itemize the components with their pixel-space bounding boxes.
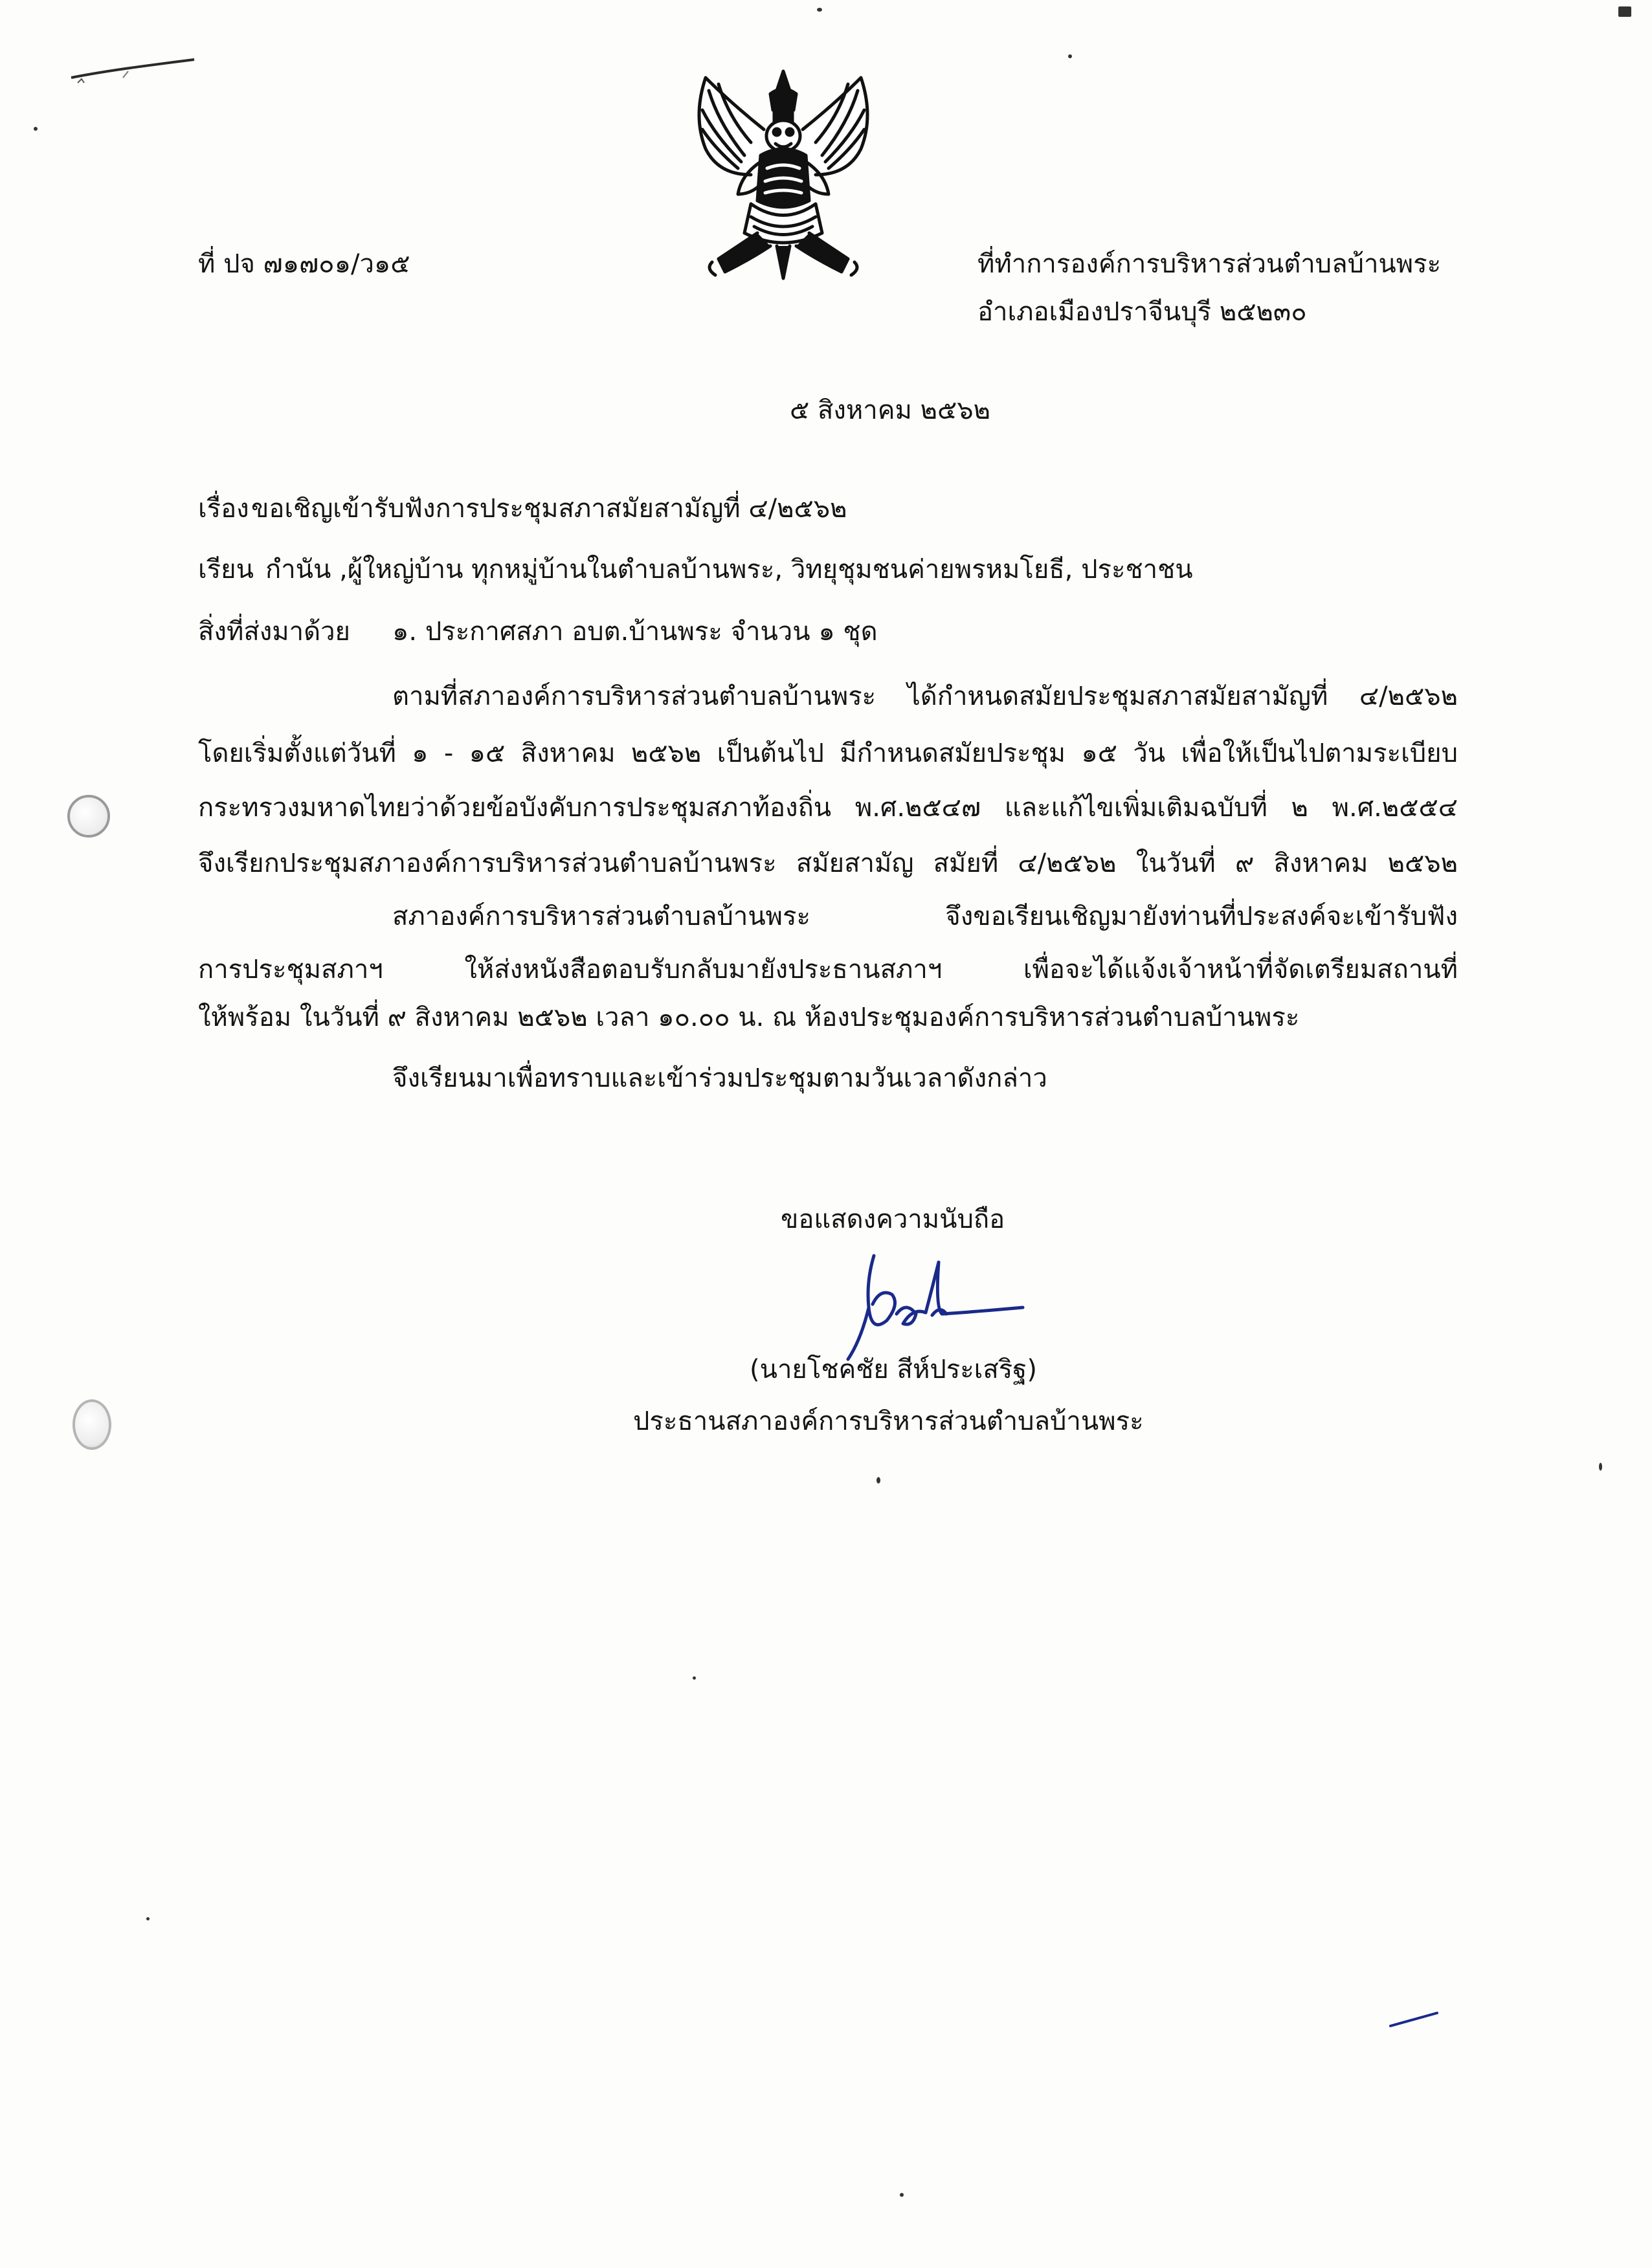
office-address-line1: ที่ทำการองค์การบริหารส่วนตำบลบ้านพระ: [977, 249, 1442, 279]
scan-speck: [1068, 54, 1072, 58]
reference-number: ที่ ปจ ๗๑๗๐๑/ว๑๕: [198, 249, 410, 279]
scan-speck: [1599, 1463, 1602, 1471]
scan-speck: [146, 1917, 150, 1920]
scan-speck: [1618, 6, 1631, 17]
body-paragraph2-line: สภาองค์การบริหารส่วนตำบลบ้านพระ จึงขอเรียนเชิญมายังท่านที่ประสงค์จะเข้ารับฟัง: [392, 902, 1458, 931]
scan-speck: [876, 1477, 880, 1484]
recipient-label: เรียน: [198, 555, 254, 584]
document-date: ๕ สิงหาคม ๒๕๖๒: [790, 395, 990, 425]
scan-speck: [34, 127, 38, 131]
body-paragraph1-line: ตามที่สภาองค์การบริหารส่วนตำบลบ้านพระ ได้กำหนดสมัยประชุมสภาสมัยสามัญที่ ๔/๒๕๖๒: [392, 682, 1458, 711]
body-paragraph1-line: โดยเริ่มตั้งแต่วันที่ ๑ - ๑๕ สิงหาคม ๒๕๖๒ เป็นต้นไป มีกำหนดสมัยประชุม ๑๕ วัน เพื่อให้เป็นไปตามระเบียบ: [198, 739, 1458, 768]
office-address-line2: อำเภอเมืองปราจีนบุรี ๒๕๒๓๐: [977, 297, 1307, 327]
signer-title: ประธานสภาองค์การบริหารส่วนตำบลบ้านพระ: [633, 1406, 1144, 1436]
enclosure-label: สิ่งที่ส่งมาด้วย: [198, 617, 350, 647]
body-paragraph1-line: จึงเรียกประชุมสภาองค์การบริหารส่วนตำบลบ้านพระ สมัยสามัญ สมัยที่ ๔/๒๕๖๒ ในวันที่ ๙ สิงหาคม ๒๕๖๒: [198, 849, 1458, 878]
scan-speck: [900, 2193, 904, 2197]
signer-name: (นายโชคชัย สีห์ประเสริฐ): [750, 1355, 1037, 1384]
body-paragraph2-line: ให้พร้อม ในวันที่ ๙ สิงหาคม ๒๕๖๒ เวลา ๑๐.๐๐ น. ณ ห้องประชุมองค์การบริหารส่วนตำบลบ้านพระ: [198, 1003, 1300, 1032]
punch-hole: [67, 795, 110, 838]
recipient-text: กำนัน ,ผู้ใหญ่บ้าน ทุกหมู่บ้านในตำบลบ้านพระ, วิทยุชุมชนค่ายพรหมโยธี, ประชาชน: [265, 555, 1193, 584]
garuda-emblem-icon: [680, 65, 887, 285]
handwritten-signature: [835, 1243, 1029, 1366]
scan-speck: [693, 1676, 696, 1680]
pen-stroke-mark: [65, 52, 207, 91]
body-paragraph1-line: กระทรวงมหาดไทยว่าด้วยข้อบังคับการประชุมสภาท้องถิ่น พ.ศ.๒๕๔๗ และแก้ไขเพิ่มเติมฉบับที่ ๒ พ.ศ.๒๕๕๔: [198, 793, 1458, 823]
body-paragraph3: จึงเรียนมาเพื่อทราบและเข้าร่วมประชุมตามวันเวลาดังกล่าว: [392, 1063, 1047, 1093]
pen-stroke-mark: [1385, 2007, 1444, 2032]
closing-salutation: ขอแสดงความนับถือ: [781, 1205, 1005, 1234]
punch-hole: [73, 1399, 111, 1450]
scan-speck: [817, 8, 822, 12]
enclosure-text: ๑. ประกาศสภา อบต.บ้านพระ จำนวน ๑ ชุด: [392, 617, 878, 647]
subject-text: ขอเชิญเข้ารับฟังการประชุมสภาสมัยสามัญที่ ๔/๒๕๖๒: [251, 494, 847, 524]
body-paragraph2-line: การประชุมสภาฯ ให้ส่งหนังสือตอบรับกลับมายังประธานสภาฯ เพื่อจะได้แจ้งเจ้าหน้าที่จัดเตรียมสถานที่: [198, 955, 1458, 984]
subject-label: เรื่อง: [198, 494, 249, 524]
